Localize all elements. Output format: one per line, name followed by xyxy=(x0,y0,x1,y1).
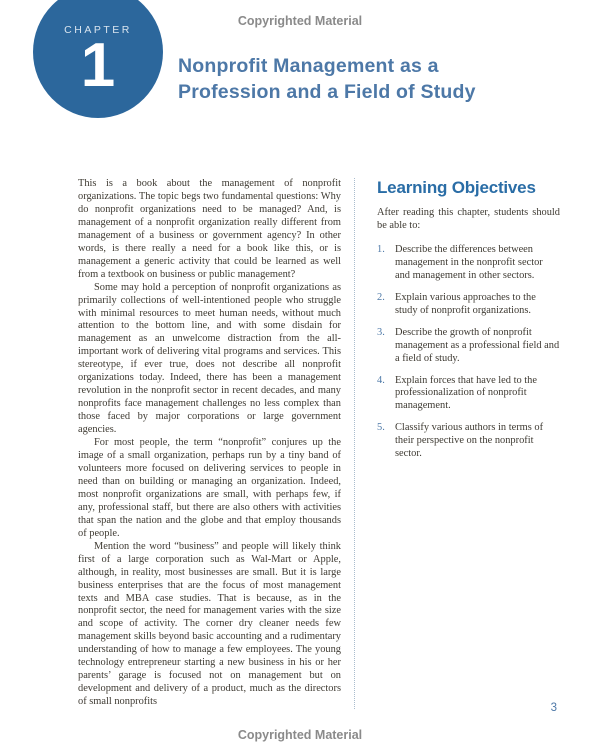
chapter-title: Nonprofit Management as a Profession and a Field of Study xyxy=(178,55,476,104)
chapter-label: CHAPTER xyxy=(64,24,132,36)
list-item xyxy=(377,244,560,283)
dotted-column-divider xyxy=(354,178,355,709)
body-paragraph: This is a book about the management of nonprofit organizations. The topic begs two fundamental questions: Why do nonprofit organizations need to be managed? And, is management of a nonprofit organization really different from management of a business or government agency? In other words, is there really a need for a book like this, or is management a generic activity that could be learned as well from a textbook on business or public management? xyxy=(78,178,341,280)
chapter-badge xyxy=(33,0,163,118)
bottom-watermark: Copyrighted Material xyxy=(237,728,363,742)
list-item-text: Explain forces that have led to the professionalization of nonprofit management. xyxy=(395,374,537,412)
list-item-text: Classify various authors in terms of their perspective on the nonprofit sector. xyxy=(395,422,544,460)
learning-objectives-heading: Learning Objectives xyxy=(377,178,536,197)
list-item-number: 4. xyxy=(377,374,385,386)
list-item xyxy=(377,327,560,366)
list-item-number: 3. xyxy=(377,326,385,338)
chapter-number: 1 xyxy=(80,31,116,100)
learning-objectives-intro: After reading this chapter, students should be able to: xyxy=(377,207,560,231)
top-watermark: Copyrighted Material xyxy=(237,14,363,28)
body-paragraph: Some may hold a perception of nonprofit organizations as primarily collections of well-intentioned people who struggle with minimal resources to meet human needs, without much attention to the bottom line, and with some disdain for management as an unwelcome distraction from the all-important work of delivering vital programs and services. This stereotype, if ever true, does not describe all nonprofit organizations today. Indeed, there has been a management revolution in the nonprofit sector in recent decades, and many nonprofits face management challenges no less complex than those faced by major corporations or large government agencies. xyxy=(78,281,341,436)
learning-objectives-sidebar xyxy=(377,178,560,470)
list-item-text: Describe the differences between management in the nonprofit sector and management in other sectors. xyxy=(395,243,543,281)
list-item-text: Explain various approaches to the study of nonprofit organizations. xyxy=(395,291,536,316)
page-number: 3 xyxy=(550,702,557,714)
list-item-number: 1. xyxy=(377,243,385,255)
page-content xyxy=(78,178,560,709)
list-item-number: 5. xyxy=(377,422,385,434)
list-item-number: 2. xyxy=(377,291,385,303)
body-paragraph: Mention the word “business” and people will likely think first of a large corporation such as Wal-Mart or Apple, although, in reality, most businesses are small. But it is large business enterprises that are the focus of most management texts and MBA case studies. That is because, as in the nonprofit sector, the need for management varies with the size and scope of activity. The corner dry cleaner needs few management skills beyond basic accounting and a rudimentary understanding of how to manage a few employees. The young technology entrepreneur starting a new business in his or her parents’ garage is focused not on management but on development and delivery of a product, much as the directors of small nonprofits xyxy=(78,540,341,708)
body-text-column xyxy=(78,178,341,709)
list-item-text: Describe the growth of nonprofit management as a professional field and a field of study. xyxy=(395,326,560,364)
learning-objectives-list xyxy=(377,244,560,461)
list-item xyxy=(377,422,560,461)
list-item xyxy=(377,375,560,414)
list-item xyxy=(377,292,560,318)
body-paragraph: For most people, the term “nonprofit” conjures up the image of a small organization, perhaps run by a tiny band of volunteers more focused on delivering services to people in need than on building or managing an organization. Indeed, most nonprofit organizations are small, with perhaps few, if any, professional staff, but there are also others with activities that span the nation and the globe and that employ thousands of people. xyxy=(78,437,341,539)
